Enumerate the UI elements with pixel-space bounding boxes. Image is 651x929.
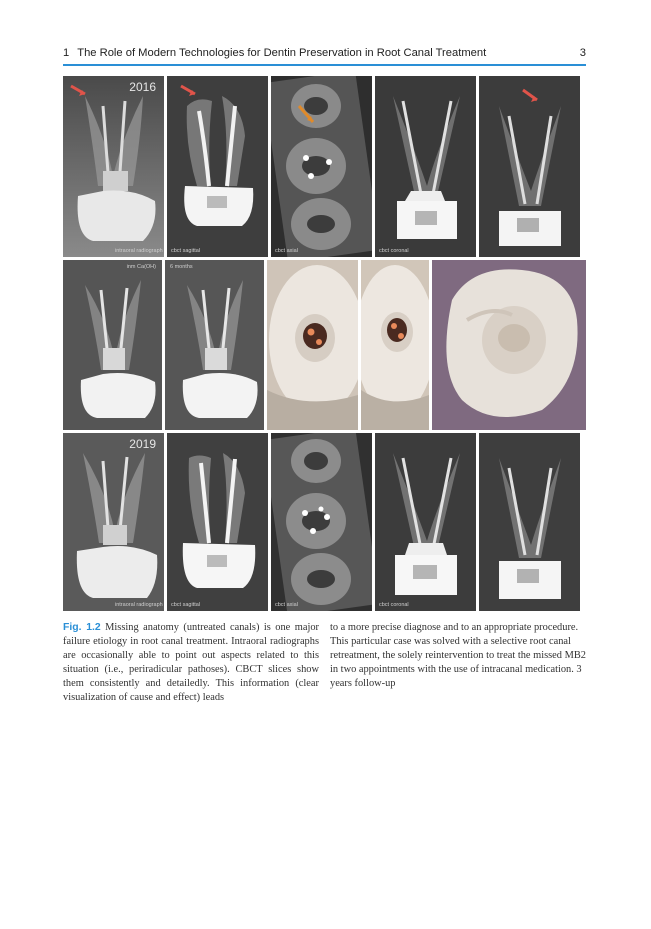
figure-panel-grid [63, 76, 587, 611]
cbct-coronal-2016 [375, 76, 476, 257]
cbct-coronal-2016-b [479, 76, 580, 257]
radiograph-ca-oh [63, 260, 162, 430]
label-cbct-coronal-2019: cbct coronal [379, 602, 409, 608]
radiograph-6-months [165, 260, 264, 430]
figure-row-treatment [63, 260, 586, 430]
label-cbct-axial-2019: cbct axial [275, 602, 298, 608]
figure-caption [63, 621, 586, 705]
chapter-number: 1 [63, 47, 70, 59]
radiograph-2016 [63, 76, 164, 257]
clinical-photo-access-1 [267, 260, 358, 430]
caption-text-1: Missing anatomy (untreated canals) is one major failure etiology in root canal treatment. Intraoral radiographs are occasionally able to point out aspects related to this situation (i.e., periradicular pathoses). CBCT slices show them consistently and detailedly. This information (clear visualization of cause and effect) leads [63, 622, 319, 703]
figure-row-2019 [63, 433, 580, 611]
caption-text-2: to a more precise diagnose and to an appropriate procedure. This particular case was solved with a selective root canal retreatment, the solely reintervention to treat the missed MB2 in two appointments with the use of intracanal medication. 3 years follow-up [330, 622, 586, 689]
label-cbct-axial: cbct axial [275, 248, 298, 254]
label-intraoral-radiograph-2019: intraoral radiograph [115, 602, 163, 608]
caption-column-1 [63, 621, 319, 705]
clinical-photo-access-2 [361, 260, 429, 430]
cbct-sagittal-2016 [167, 76, 268, 257]
figure-label: Fig. 1.2 [63, 622, 101, 633]
label-cbct-coronal: cbct coronal [379, 248, 409, 254]
cbct-axial-2016 [271, 76, 372, 257]
year-label-2016: 2016 [129, 80, 156, 94]
label-cbct-sagittal-2019: cbct sagittal [171, 602, 201, 608]
label-intraoral-radiograph: intraoral radiograph [115, 248, 163, 254]
cbct-sagittal-2019 [167, 433, 268, 611]
cbct-coronal-2019-b [479, 433, 580, 611]
header-rule [63, 64, 586, 66]
page-number: 3 [579, 47, 586, 59]
label-6-months: 6 months [170, 264, 193, 270]
radiograph-2019 [63, 433, 164, 611]
running-header [63, 44, 586, 62]
cbct-axial-2019 [271, 433, 372, 611]
label-inm-caoh: inm Ca(OH) [126, 264, 156, 270]
label-cbct-sagittal: cbct sagittal [171, 248, 201, 254]
year-label-2019: 2019 [129, 437, 156, 451]
caption-column-2 [330, 621, 586, 705]
clinical-photo-restoration [432, 260, 586, 430]
cbct-coronal-2019 [375, 433, 476, 611]
figure-row-2016 [63, 76, 580, 257]
running-title: The Role of Modern Technologies for Dentin Preservation in Root Canal Treatment [77, 47, 487, 59]
